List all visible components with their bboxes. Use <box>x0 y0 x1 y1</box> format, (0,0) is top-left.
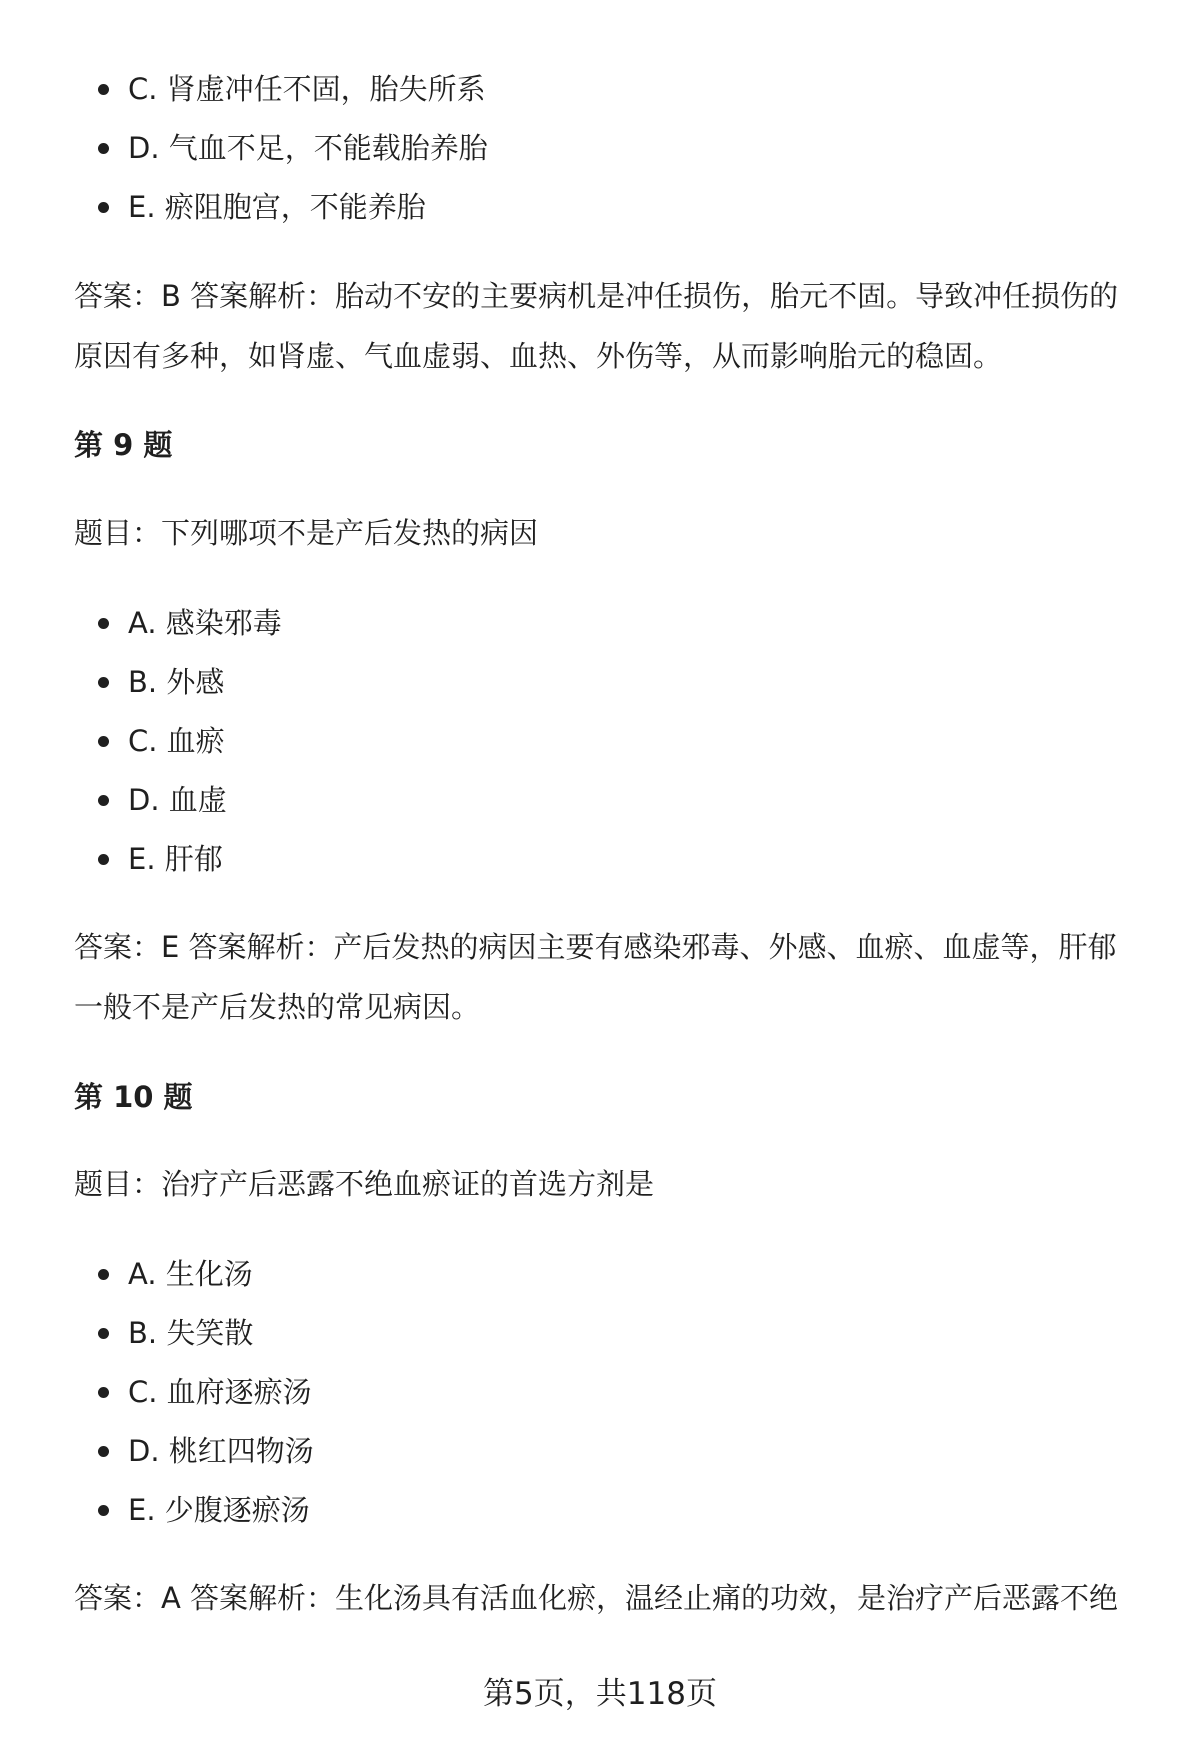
bullet-icon <box>98 795 109 806</box>
option-item: E. 少腹逐瘀汤 <box>128 1493 310 1527</box>
page-number: 第5页，共118页 <box>483 1676 717 1712</box>
option-item: E. 瘀阻胞宫，不能养胎 <box>128 190 426 224</box>
question-heading: 第 9 题 <box>74 428 173 462</box>
option-item: C. 血府逐瘀汤 <box>128 1375 312 1409</box>
bullet-icon <box>98 736 109 747</box>
question-stem: 题目：下列哪项不是产后发热的病因 <box>74 516 539 550</box>
answer-line: 一般不是产后发热的常见病因。 <box>74 990 481 1024</box>
question-stem: 题目：治疗产后恶露不绝血瘀证的首选方剂是 <box>74 1167 655 1201</box>
bullet-icon <box>98 1446 109 1457</box>
answer-line: 原因有多种，如肾虚、气血虚弱、血热、外伤等，从而影响胎元的稳固。 <box>74 339 1003 373</box>
answer-explanation <box>74 266 1154 386</box>
option-item: C. 血瘀 <box>128 724 225 758</box>
bullet-icon <box>98 1505 109 1516</box>
bullet-icon <box>98 84 109 95</box>
option-item: A. 感染邪毒 <box>128 606 282 640</box>
option-item: D. 气血不足，不能载胎养胎 <box>128 131 488 165</box>
bullet-icon <box>98 1387 109 1398</box>
bullet-icon <box>98 1269 109 1280</box>
question-heading: 第 10 题 <box>74 1080 193 1114</box>
option-item: D. 桃红四物汤 <box>128 1434 314 1468</box>
bullet-icon <box>98 854 109 865</box>
option-item: A. 生化汤 <box>128 1257 253 1291</box>
answer-line: 答案：A 答案解析：生化汤具有活血化瘀，温经止痛的功效，是治疗产后恶露不绝 <box>74 1581 1119 1615</box>
option-item: B. 外感 <box>128 665 225 699</box>
answer-explanation <box>74 917 1154 1037</box>
option-item: C. 肾虚冲任不固，胎失所系 <box>128 72 486 106</box>
option-item: B. 失笑散 <box>128 1316 254 1350</box>
option-item: E. 肝郁 <box>128 842 223 876</box>
bullet-icon <box>98 618 109 629</box>
option-item: D. 血虚 <box>128 783 227 817</box>
answer-explanation <box>74 1568 1154 1628</box>
answer-line: 答案：E 答案解析：产后发热的病因主要有感染邪毒、外感、血瘀、血虚等，肝郁 <box>74 930 1117 964</box>
bullet-icon <box>98 143 109 154</box>
bullet-icon <box>98 202 109 213</box>
answer-line: 答案：B 答案解析：胎动不安的主要病机是冲任损伤，胎元不固。导致冲任损伤的 <box>74 279 1119 313</box>
bullet-icon <box>98 1328 109 1339</box>
bullet-icon <box>98 677 109 688</box>
